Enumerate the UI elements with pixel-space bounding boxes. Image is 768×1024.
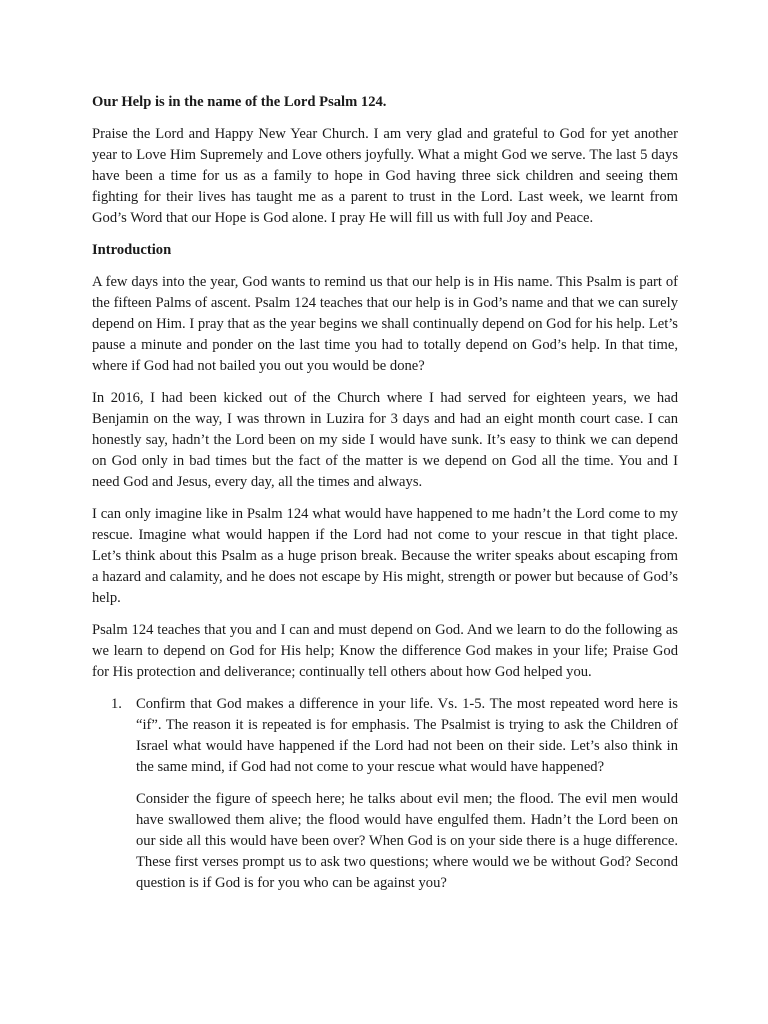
list-item-paragraph: Confirm that God makes a difference in your life. Vs. 1-5. The most repeated word here is “if”. The reason it is repeated is for emphasis. The Psalmist is trying to ask the Children of Israel what would have happened if the Lord had not been on their side. Let’s also think in the same mind, if God had not come to your rescue what would have happened? (136, 696, 678, 775)
body-paragraph: In 2016, I had been kicked out of the Church where I had served for eighteen years, we had Benjamin on the way, I was thrown in Luzira for 3 days and had an eight month court case. I can honestly say, hadn’t the Lord been on my side I would have sunk. It’s easy to think we can depend on God only in bad times but the fact of the matter is we depend on God all the time. You and I need God and Jesus, every day, all the times and always. (92, 390, 678, 490)
numbered-list-item (92, 694, 678, 894)
document-title: Our Help is in the name of the Lord Psalm 124. (92, 94, 387, 110)
list-number: 1. (111, 696, 122, 712)
intro-paragraph: Praise the Lord and Happy New Year Church. I am very glad and grateful to God for yet another year to Love Him Supremely and Love others joyfully. What a might God we serve. The last 5 days have been a time for us as a family to hope in God having three sick children and seeing them fighting for their lives has taught me as a parent to trust in the Lord. Last week, we learnt from God’s Word that our Hope is God alone. I pray He will fill us with full Joy and Peace. (92, 126, 678, 226)
body-paragraph: Psalm 124 teaches that you and I can and must depend on God. And we learn to do the following as we learn to depend on God for His help; Know the difference God makes in your life; Praise God for His protection and deliverance; continually tell others about how God helped you. (92, 622, 678, 680)
body-paragraph: A few days into the year, God wants to remind us that our help is in His name. This Psalm is part of the fifteen Palms of ascent. Psalm 124 teaches that our help is in God’s name and that we can surely depend on Him. I pray that as the year begins we shall continually depend on God for his help. Let’s pause a minute and ponder on the last time you had to totally depend on God’s help. In that time, where if God had not bailed you out you would be done? (92, 274, 678, 374)
body-paragraph: I can only imagine like in Psalm 124 what would have happened to me hadn’t the Lord come to my rescue. Imagine what would happen if the Lord had not come to your rescue in that tight place. Let’s think about this Psalm as a huge prison break. Because the writer speaks about escaping from a hazard and calamity, and he does not escape by His might, strength or power but because of God’s help. (92, 506, 678, 606)
document-body (92, 92, 678, 905)
section-heading: Introduction (92, 242, 172, 258)
list-item-paragraph: Consider the figure of speech here; he talks about evil men; the flood. The evil men would have swallowed them alive; the flood would have engulfed them. Hadn’t the Lord been on our side all this would have been over? When God is on your side there is a huge difference. These first verses prompt us to ask two questions; where would we be without God? Second question is if God is for you who can be against you? (136, 791, 678, 891)
